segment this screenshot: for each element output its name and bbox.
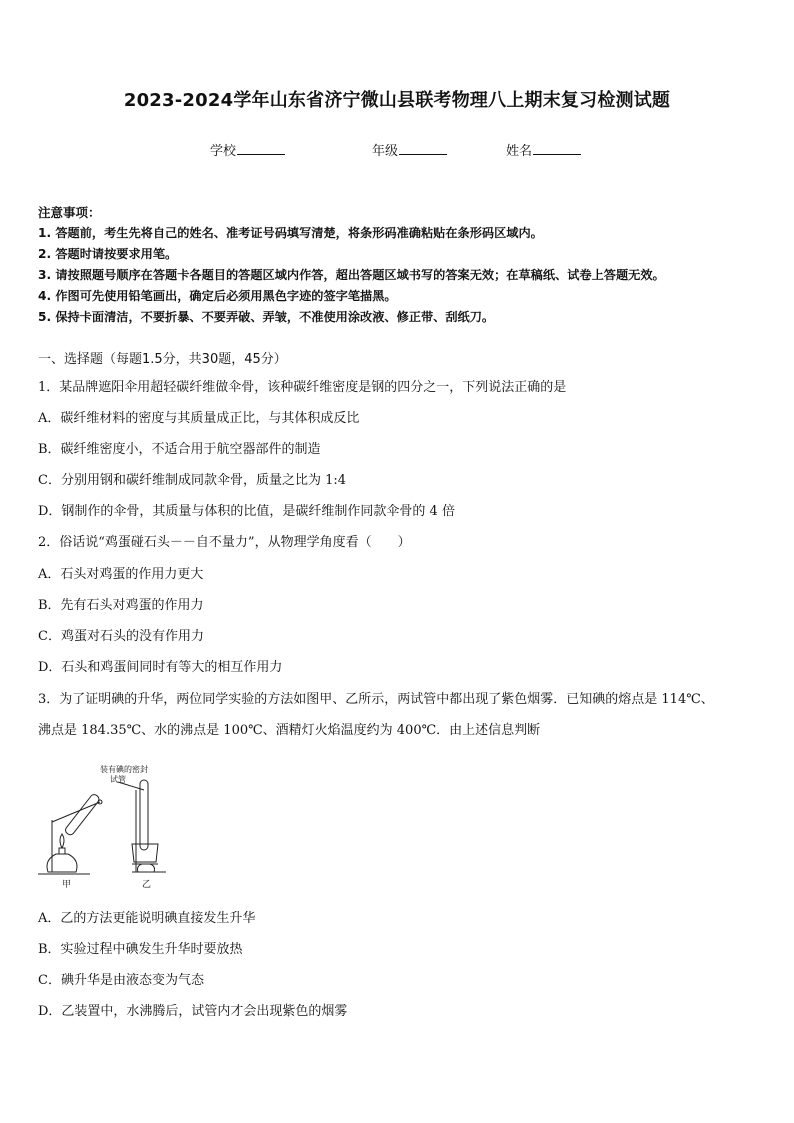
note-item: 1. 答题前，考生先将自己的姓名、准考证号码填写清楚，将条形码准确粘贴在条形码区域内。	[38, 226, 543, 240]
flame-left	[60, 834, 64, 848]
question-1-option-d: D．钢制作的伞骨，其质量与体积的比值，是碳纤维制作同款伞骨的 4 倍	[38, 504, 455, 519]
name-blank	[533, 142, 581, 155]
figure-label-line2: 试管	[110, 775, 126, 784]
note-item: 5. 保持卡面清洁，不要折暴、不要弄破、弄皱，不准使用涂改液、修正带、刮纸刀。	[38, 310, 495, 324]
school-label: 学校	[210, 144, 237, 159]
question-2-stem: 2．俗话说“鸡蛋碰石头－－自不量力”，从物理学角度看（ ）	[38, 535, 411, 550]
question-3-option-a: A．乙的方法更能说明碘直接发生升华	[38, 911, 256, 926]
question-2-option-a: A．石头对鸡蛋的作用力更大	[38, 567, 204, 582]
question-2-option-c: C．鸡蛋对石头的没有作用力	[38, 629, 204, 644]
question-3-option-c: C．碘升华是由液态变为气态	[38, 973, 204, 988]
page-title: 2023-2024学年山东省济宁微山县联考物理八上期末复习检测试题	[123, 90, 671, 111]
question-1-stem: 1．某品牌遮阳伞用超轻碳纤维做伞骨，该种碳纤维密度是钢的四分之一，下列说法正确的是	[38, 380, 567, 395]
caption-jia: 甲	[62, 880, 72, 890]
grade-field	[372, 140, 447, 159]
left-apparatus	[47, 793, 102, 872]
alcohol-lamp-right	[138, 864, 155, 872]
notes-title: 注意事项：	[38, 205, 101, 220]
grade-blank	[399, 142, 447, 155]
note-item: 2. 答题时请按要求用笔。	[38, 247, 178, 261]
caption-yi: 乙	[142, 880, 152, 890]
figure-label-line1: 装有碘的密封	[100, 765, 148, 774]
lamp-wick-left	[59, 848, 65, 854]
question-3-stem-line2: 沸点是 184.35℃、水的沸点是 100℃、酒精灯火焰温度约为 400℃．由上述信息判断	[38, 723, 541, 738]
question-2-option-b: B．先有石头对鸡蛋的作用力	[38, 598, 204, 613]
sealed-test-tube	[140, 780, 148, 850]
question-3-option-b: B．实验过程中碘发生升华时要放热	[38, 942, 243, 957]
name-label: 姓名	[506, 144, 533, 159]
question-1-option-b: B．碳纤维密度小，不适合用于航空器部件的制造	[38, 442, 321, 457]
note-item: 3. 请按照题号顺序在答题卡各题目的答题区域内作答，超出答题区域书写的答案无效；在草稿纸、试卷上答题无效。	[38, 268, 665, 282]
clamp-arm-left	[52, 802, 100, 822]
question-1-option-a: A．碳纤维材料的密度与其质量成正比，与其体积成反比	[38, 411, 360, 426]
school-blank	[237, 142, 285, 155]
question-2-option-d: D．石头和鸡蛋间同时有等大的相互作用力	[38, 660, 283, 675]
grade-label: 年级	[372, 144, 399, 159]
question-3-option-d: D．乙装置中，水沸腾后，试管内才会出现紫色的烟雾	[38, 1004, 348, 1019]
name-field	[506, 140, 581, 159]
note-item: 4. 作图可先使用铅笔画出，确定后必须用黑色字迹的签字笔描黑。	[38, 289, 397, 303]
section-heading: 一、选择题（每题1.5分，共30题，45分）	[38, 352, 287, 367]
school-field	[210, 140, 285, 159]
right-apparatus	[118, 780, 166, 872]
question-3-stem-line1: 3．为了证明碘的升华，两位同学实验的方法如图甲、乙所示，两试管中都出现了紫色烟雾．已知碘的熔点是 114℃、	[38, 692, 714, 707]
question-1-option-c: C．分别用钢和碳纤维制成同款伞骨，质量之比为 1:4	[38, 473, 347, 488]
iodine-sublimation-apparatus-figure	[38, 760, 208, 892]
